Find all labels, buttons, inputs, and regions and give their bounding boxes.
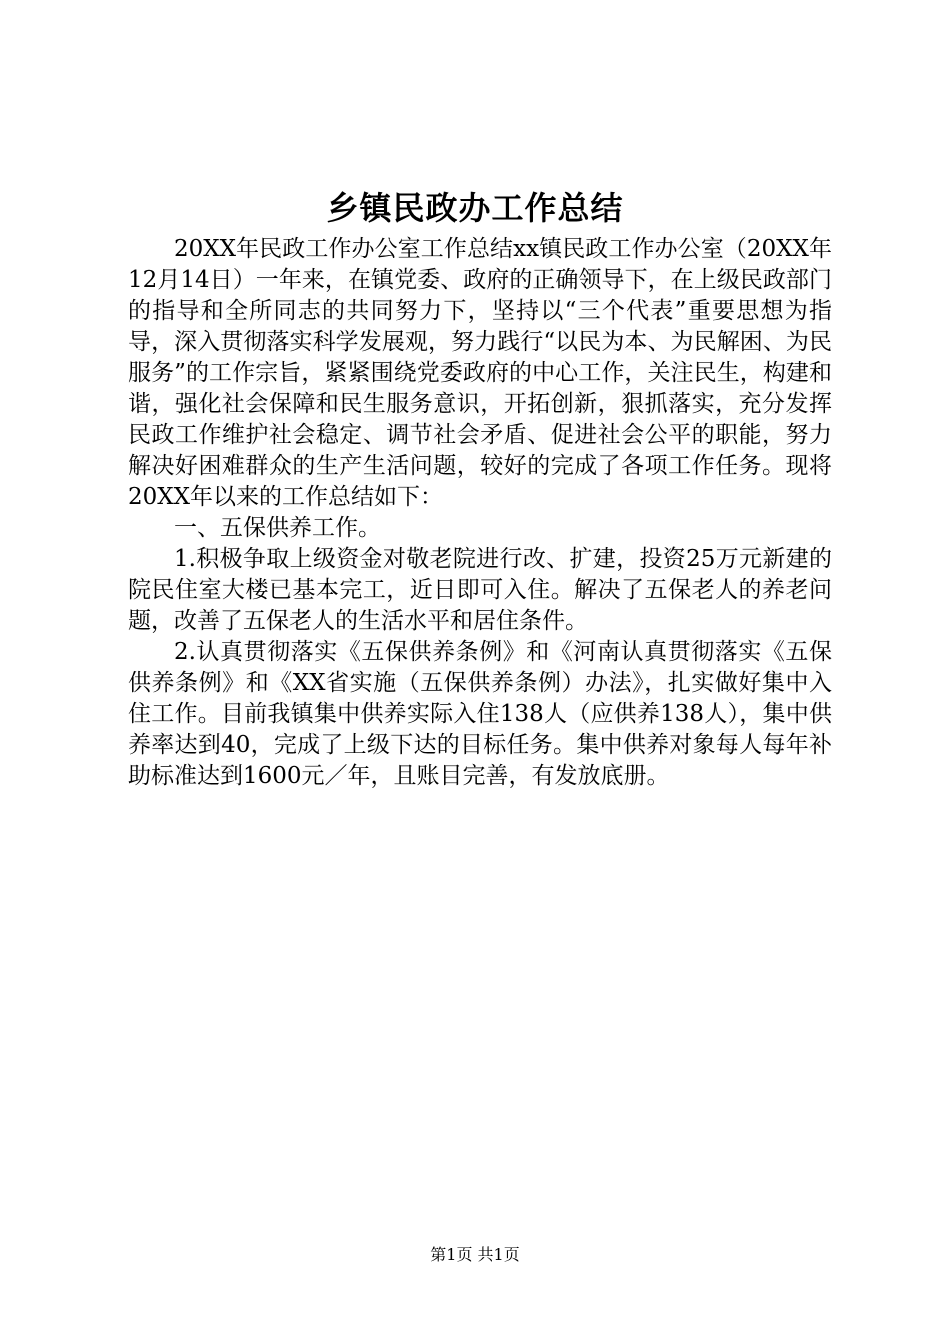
paragraph-item-1: 1.积极争取上级资金对敬老院进行改、扩建，投资25万元新建的院民住室大楼已基本完工，近日即可入住。解决了五保老人的养老问题，改善了五保老人的生活水平和居住条件。 [128,546,832,634]
paragraph-section-heading: 一、五保供养工作。 [174,515,381,541]
document-title: 乡镇民政办工作总结 [326,189,624,227]
document-body [128,234,832,792]
paragraph-item-2: 2.认真贯彻落实《五保供养条例》和《河南认真贯彻落实《五保供养条例》和《XX省实施（五保供养条例）办法》，扎实做好集中入住工作。目前我镇集中供养实际入住138人（应供养138人），集中供养率达到40，完成了上级下达的目标任务。集中供养对象每人每年补助标准达到1600元／年，且账目完善，有发放底册。 [128,639,832,789]
page-footer: 第1页 共1页 [430,1245,520,1264]
paragraph-intro: 20XX年民政工作办公室工作总结xx镇民政工作办公室（20XX年12月14日）一年来，在镇党委、政府的正确领导下，在上级民政部门的指导和全所同志的共同努力下，坚持以“三个代表”重要思想为指导，深入贯彻落实科学发展观，努力践行“以民为本、为民解困、为民服务”的工作宗旨，紧紧围绕党委政府的中心工作，关注民生，构建和谐，强化社会保障和民生服务意识，开拓创新，狠抓落实，充分发挥民政工作维护社会稳定、调节社会矛盾、促进社会公平的职能，努力解决好困难群众的生产生活问题，较好的完成了各项工作任务。现将20XX年以来的工作总结如下： [128,236,832,510]
